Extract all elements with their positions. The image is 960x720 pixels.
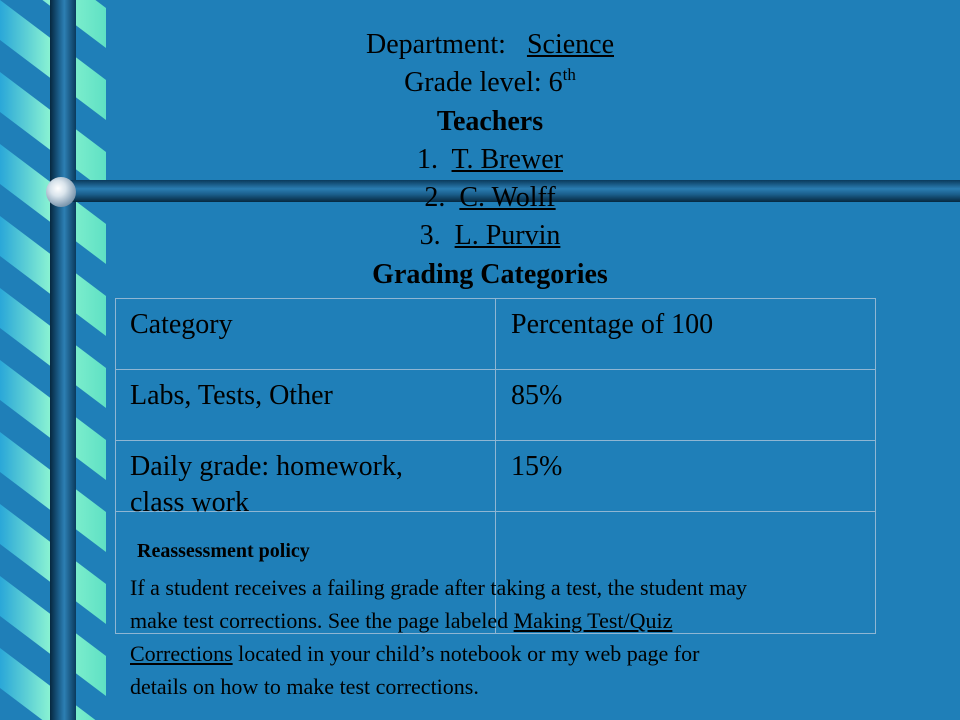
vertical-pole xyxy=(50,0,76,720)
teacher-link[interactable]: C. Wolff xyxy=(459,182,556,213)
department-line xyxy=(240,26,740,64)
policy-text: located in your child’s notebook or my web page for xyxy=(232,641,700,666)
reassessment-title: Reassessment policy xyxy=(137,540,310,562)
grade-suffix: th xyxy=(562,65,576,84)
table-cell-category: Daily grade: homework, xyxy=(130,451,403,482)
bar-knob xyxy=(46,177,76,207)
policy-line: details on how to make test corrections. xyxy=(130,674,479,699)
department-label: Department: xyxy=(365,29,506,60)
department-link[interactable]: Science xyxy=(526,29,614,60)
table-divider xyxy=(115,440,876,441)
teachers-heading: Teachers xyxy=(436,106,544,137)
policy-text: make test corrections. See the page labeled xyxy=(130,608,514,633)
teacher-item xyxy=(240,217,740,255)
teacher-number: 2. xyxy=(424,182,446,213)
teacher-link[interactable]: L. Purvin xyxy=(454,220,561,251)
table-divider xyxy=(115,369,876,370)
grade-level-line xyxy=(240,64,740,102)
corrections-link[interactable]: Corrections xyxy=(130,641,233,666)
policy-line: If a student receives a failing grade after taking a test, the student may xyxy=(130,575,747,600)
table-header-percentage: Percentage of 100 xyxy=(511,309,714,340)
reassessment-text xyxy=(130,571,890,703)
teacher-number: 3. xyxy=(419,220,441,251)
table-cell-percent: 15% xyxy=(511,451,563,482)
teacher-item xyxy=(240,141,740,179)
grading-categories-heading: Grading Categories xyxy=(372,259,608,290)
table-cell-category: Labs, Tests, Other xyxy=(130,380,333,411)
table-cell-percent: 85% xyxy=(511,380,563,411)
policy-line xyxy=(130,604,890,637)
teacher-item xyxy=(240,179,740,217)
policy-line xyxy=(130,637,890,670)
table-header-category: Category xyxy=(130,309,233,340)
teacher-number: 1. xyxy=(417,144,439,175)
table-cell-category-cont: class work xyxy=(130,487,249,518)
grade-label: Grade level: 6 xyxy=(404,67,563,98)
teacher-link[interactable]: T. Brewer xyxy=(451,144,563,175)
making-corrections-link[interactable]: Making Test/Quiz xyxy=(513,608,673,633)
